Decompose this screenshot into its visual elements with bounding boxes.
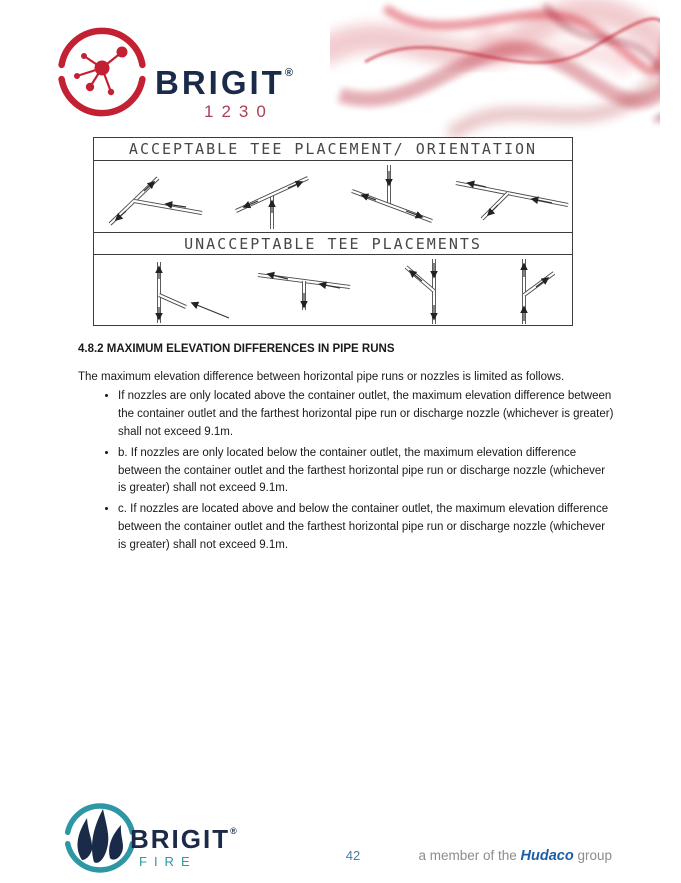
product-number: 1230	[204, 102, 274, 121]
hudaco-membership-line	[418, 848, 612, 864]
red-smoke-graphic	[330, 0, 660, 142]
tee-unacceptable-3	[406, 259, 434, 324]
brigit-molecule-icon	[52, 26, 152, 126]
brand-wordmark: BRIGIT®	[130, 824, 237, 854]
unacceptable-title: UNACCEPTABLE TEE PLACEMENTS	[94, 232, 572, 255]
tee-acceptable-4	[456, 183, 568, 219]
tee-acceptable-2	[236, 178, 308, 229]
brigit-1230-logo	[52, 26, 302, 126]
registered-mark: ®	[230, 826, 237, 836]
section-intro: The maximum elevation difference between horizontal pipe runs or nozzles is limited as follows.	[78, 371, 565, 383]
registered-mark: ®	[284, 67, 293, 79]
brigit-flame-icon	[60, 798, 140, 878]
unacceptable-tees-row	[94, 255, 572, 326]
list-item: • c. If nozzles are located above and below the container outlet, the maximum elevation difference between the container outlet and the farthest horizontal pipe run or discharge nozzle (whichever is greater) shall not exceed 9.1m.	[118, 501, 616, 554]
elevation-rules-list	[78, 388, 618, 554]
list-item: • If nozzles are only located above the container outlet, the maximum elevation difference between the container outlet and the farthest horizontal pipe run or discharge nozzle (whichever is greater) shall not exceed 9.1m.	[118, 388, 616, 441]
tee-unacceptable-2	[258, 274, 350, 310]
list-item: • b. If nozzles are only located below the container outlet, the maximum elevation difference between the container outlet and the farthest horizontal pipe run or discharge nozzle (whichever is greater) shall not exceed 9.1m.	[118, 445, 616, 498]
section-4-8-2	[78, 343, 618, 558]
tee-acceptable-1	[110, 178, 202, 224]
tee-unacceptable-1	[159, 262, 229, 323]
tee-acceptable-3	[352, 165, 432, 221]
section-heading: 4.8.2 MAXIMUM ELEVATION DIFFERENCES IN PIPE RUNS	[78, 343, 395, 355]
division-label: FIRE	[139, 854, 197, 869]
member-prefix: a member of the	[418, 848, 521, 863]
brigit-fire-logo	[60, 798, 260, 876]
tee-unacceptable-4	[524, 259, 554, 324]
member-suffix: group	[573, 848, 612, 863]
acceptable-tees-row	[94, 161, 572, 232]
acceptable-title: ACCEPTABLE TEE PLACEMENT/ ORIENTATION	[94, 138, 572, 161]
hudaco-wordmark: Hudaco	[520, 848, 574, 864]
brand-wordmark: BRIGIT®	[155, 64, 293, 101]
page-number: 42	[345, 848, 361, 863]
tee-placement-diagram	[93, 137, 573, 326]
